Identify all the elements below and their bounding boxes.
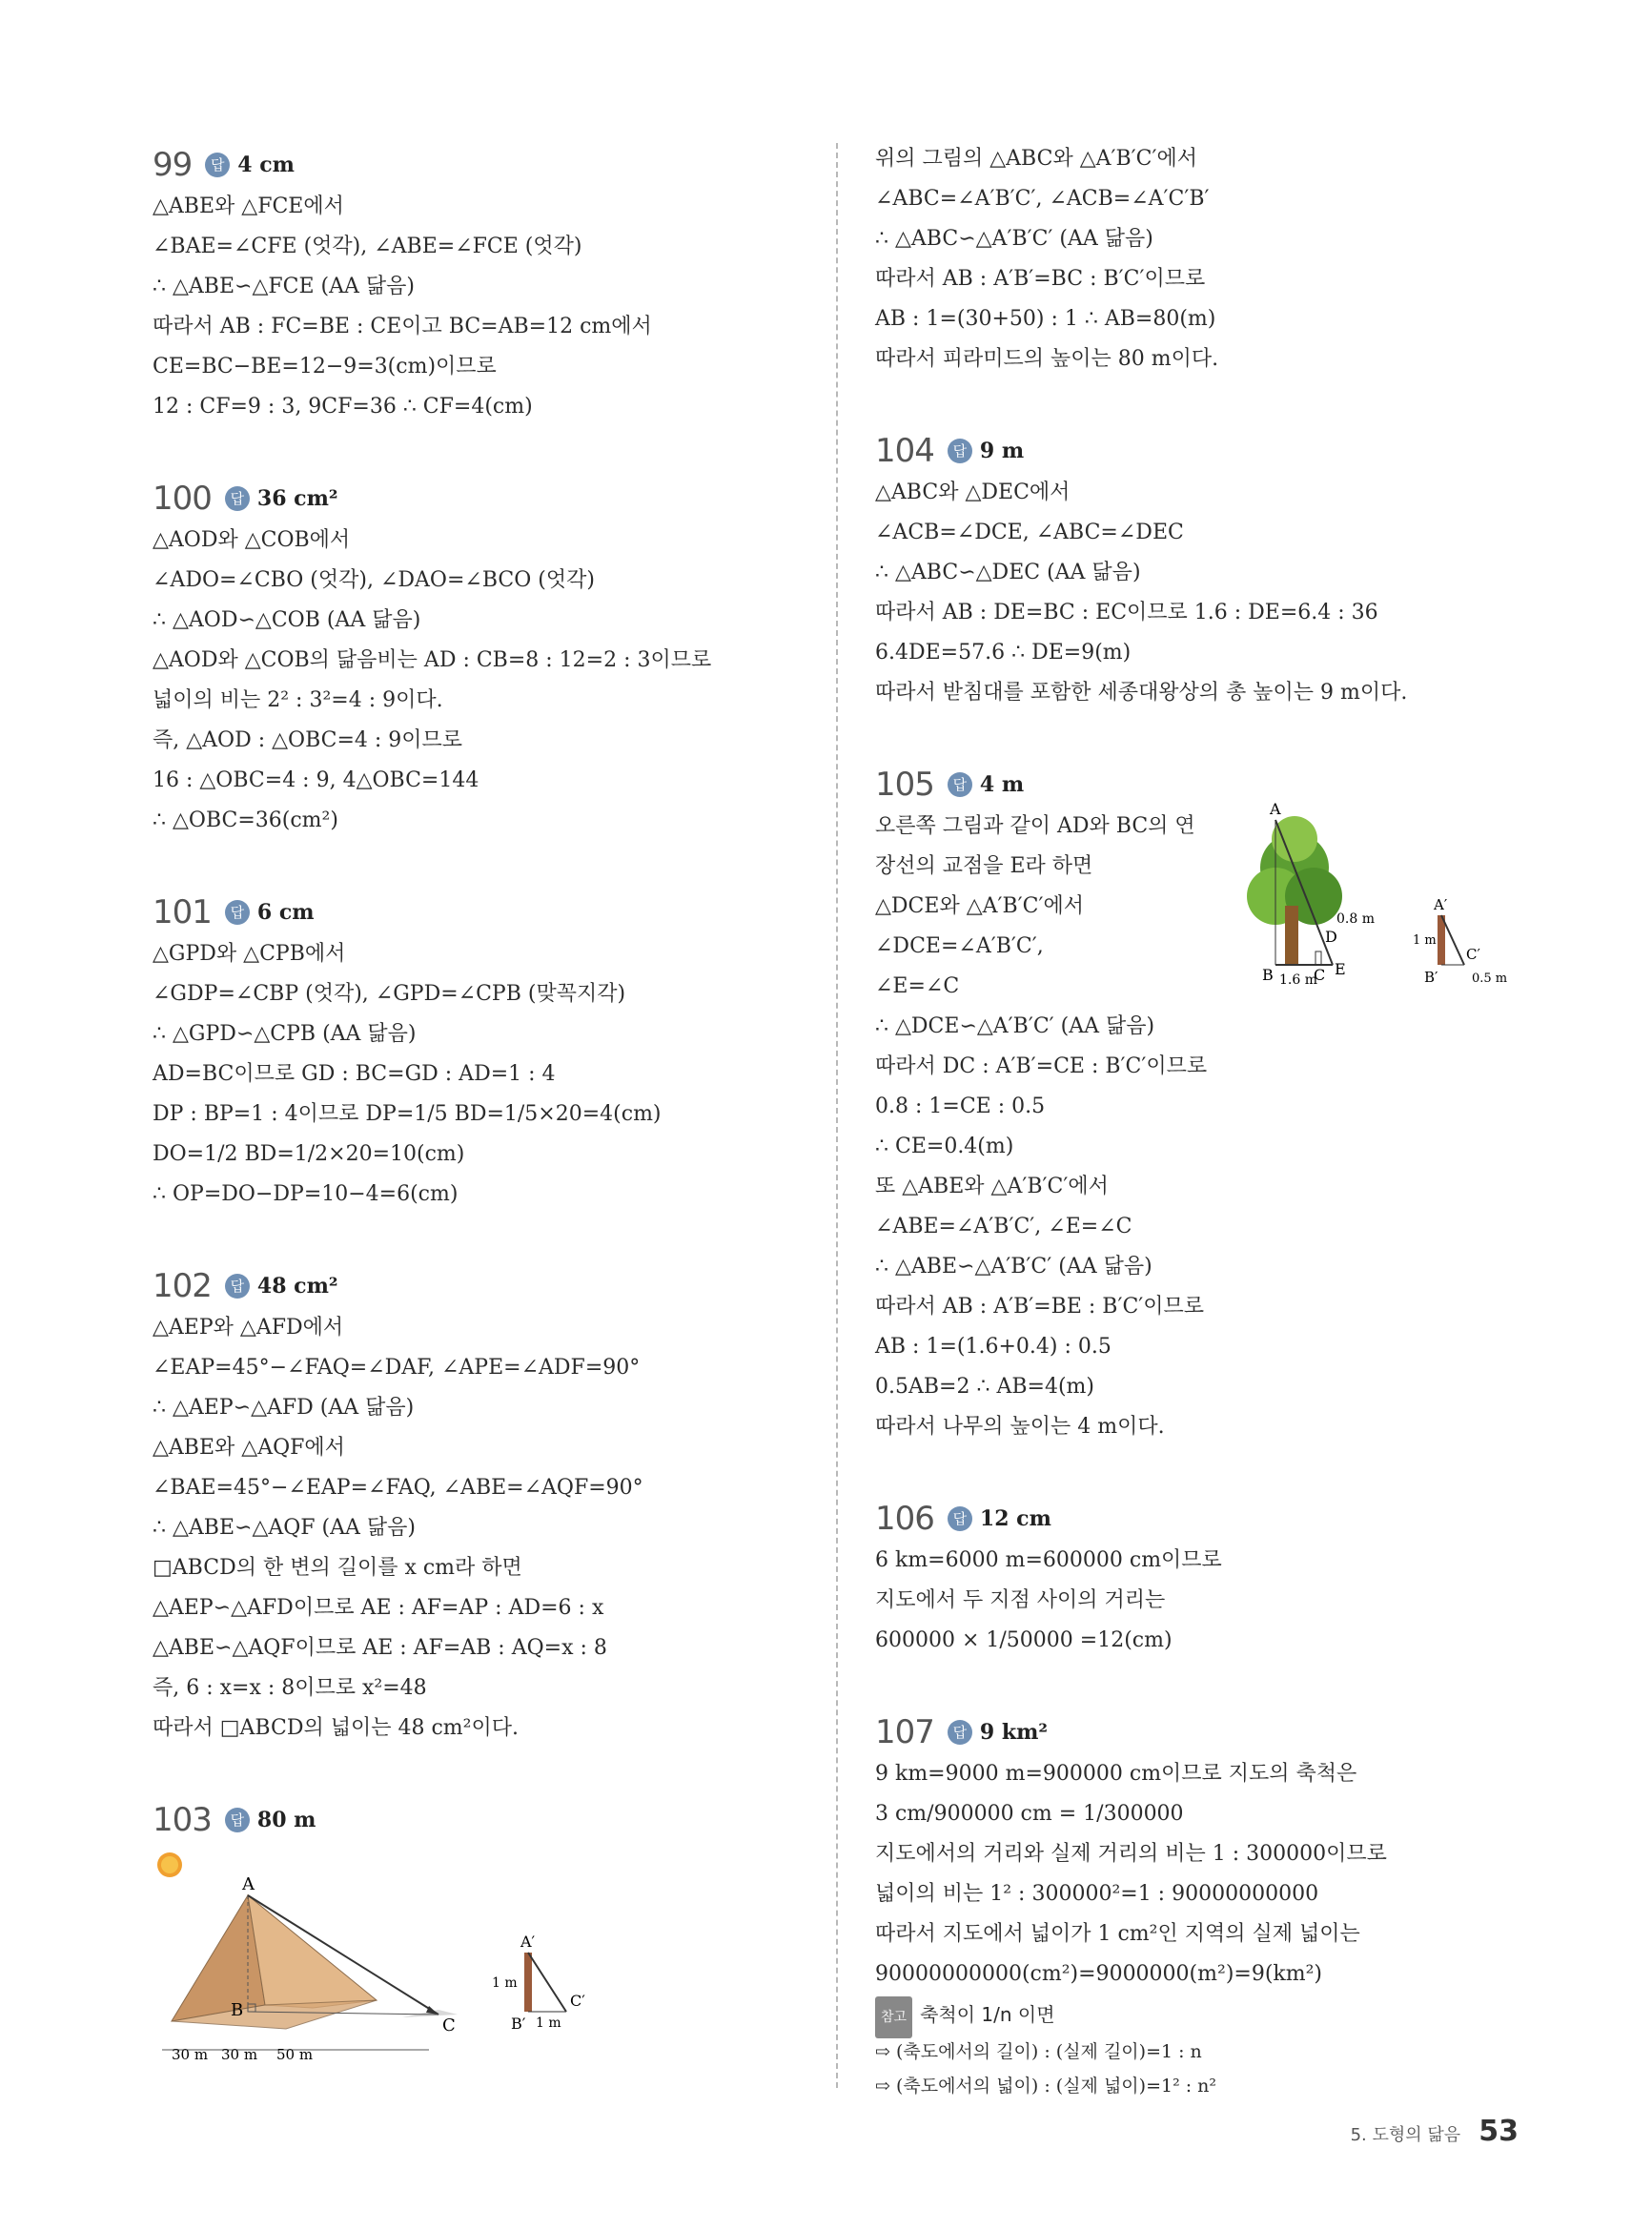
solution-line: AB : 1=(1.6+0.4) : 0.5 xyxy=(875,1335,1112,1359)
solution-line: △AOD와 △COB의 닮음비는 AD : CB=8 : 12=2 : 3이므로 xyxy=(153,648,712,672)
solution-line: ∠GDP=∠CBP (엇각), ∠GPD=∠CPB (맞꼭지각) xyxy=(153,982,626,1006)
solution-line: 위의 그림의 △ABC와 △A′B′C′에서 xyxy=(875,147,1198,171)
problem-number: 105 xyxy=(875,766,934,804)
solution-line: ∴ △AEP∽△AFD (AA 닮음) xyxy=(153,1396,415,1420)
problem-100 xyxy=(153,477,820,841)
label-a-prime: A′ xyxy=(1434,896,1448,913)
solution-line: 장선의 교점을 E라 하면 xyxy=(875,854,1093,878)
solution-line: ∠E=∠C xyxy=(875,974,960,998)
answer-badge: 답 xyxy=(205,153,230,177)
solution-line: 0.8 : 1=CE : 0.5 xyxy=(875,1095,1046,1118)
solution-line: 따라서 AB : FC=BE : CE이고 BC=AB=12 cm에서 xyxy=(153,315,652,338)
label-e: E xyxy=(1335,960,1346,978)
solution-line: △ABE와 △AQF에서 xyxy=(153,1436,345,1460)
solution-line: 즉, 6 : x=x : 8이므로 x²=48 xyxy=(153,1676,427,1700)
problem-103-continued xyxy=(875,139,1542,379)
problem-number: 106 xyxy=(875,1500,934,1538)
label-c: C xyxy=(1314,966,1326,984)
answer: 80 m xyxy=(256,1808,316,1832)
column-divider xyxy=(836,143,838,2088)
solution-line: 따라서 나무의 높이는 4 m이다. xyxy=(875,1415,1165,1439)
problem-102 xyxy=(153,1264,820,1749)
solution-line: ∠ABC=∠A′B′C′, ∠ACB=∠A′C′B′ xyxy=(875,187,1210,211)
problem-99 xyxy=(153,143,820,427)
problem-number: 100 xyxy=(153,480,212,518)
problem-107 xyxy=(875,1710,1542,2103)
solution-line: ∴ CE=0.4(m) xyxy=(875,1135,1014,1158)
solution-line: 3 cm/900000 cm = 1/300000 xyxy=(875,1802,1184,1826)
solution-line: △AEP와 △AFD에서 xyxy=(153,1316,344,1340)
problem-104 xyxy=(875,429,1542,713)
solution-line: 지도에서의 거리와 실제 거리의 비는 1 : 300000이므로 xyxy=(875,1842,1387,1866)
label-c-prime: C′ xyxy=(570,1992,585,2010)
label-c-prime: C′ xyxy=(1466,946,1480,963)
section-title: 5. 도형의 닮음 xyxy=(1350,2125,1461,2145)
solution-line: AD=BC이므로 GD : BC=GD : AD=1 : 4 xyxy=(153,1062,556,1086)
problem-101 xyxy=(153,890,820,1215)
len-1m-height: 1 m xyxy=(492,1975,518,1991)
len-0-5m: 0.5 m xyxy=(1472,972,1508,986)
solution-line: 따라서 AB : A′B′=BE : B′C′이므로 xyxy=(875,1295,1205,1319)
right-column xyxy=(875,143,1542,2153)
solution-line: ∠ACB=∠DCE, ∠ABC=∠DEC xyxy=(875,521,1184,544)
solution-line: □ABCD의 한 변의 길이를 x cm라 하면 xyxy=(153,1556,522,1580)
answer: 9 m xyxy=(979,439,1025,463)
note-line xyxy=(875,1995,1542,2035)
solution-line: 따라서 □ABCD의 넓이는 48 cm²이다. xyxy=(153,1716,519,1740)
answer: 12 cm xyxy=(979,1506,1051,1531)
answer: 6 cm xyxy=(256,900,315,925)
page-number: 53 xyxy=(1479,2115,1519,2148)
tree-figure xyxy=(1237,801,1523,1011)
label-a: A xyxy=(242,1874,255,1894)
len-30m-a: 30 m xyxy=(172,2046,209,2063)
len-0-8m: 0.8 m xyxy=(1336,911,1375,927)
solution-line: ∴ △ABE∽△A′B′C′ (AA 닮음) xyxy=(875,1255,1152,1279)
solution-line: ∠ABE=∠A′B′C′, ∠E=∠C xyxy=(875,1215,1132,1238)
solution-line: △DCE와 △A′B′C′에서 xyxy=(875,894,1084,918)
solution-line: ∠DCE=∠A′B′C′, xyxy=(875,934,1044,958)
solution-line: △ABE∽△AQF이므로 AE : AF=AB : AQ=x : 8 xyxy=(153,1636,607,1660)
solution-line: 600000 × 1/50000 =12(cm) xyxy=(875,1628,1173,1652)
solution-line: ∠EAP=45°−∠FAQ=∠DAF, ∠APE=∠ADF=90° xyxy=(153,1356,641,1380)
problem-number: 103 xyxy=(153,1801,212,1839)
len-1-6m: 1.6 m xyxy=(1279,972,1317,988)
solution-line: 16 : △OBC=4 : 9, 4△OBC=144 xyxy=(153,768,479,792)
solution-line: ∠BAE=∠CFE (엇각), ∠ABE=∠FCE (엇각) xyxy=(153,235,582,258)
answer-badge: 답 xyxy=(948,772,972,797)
solution-line: ∠ADO=∠CBO (엇각), ∠DAO=∠BCO (엇각) xyxy=(153,568,595,592)
answer: 9 km² xyxy=(979,1720,1049,1745)
solution-line: ∴ △OBC=36(cm²) xyxy=(153,808,338,832)
solution-line: △AOD와 △COB에서 xyxy=(153,528,351,552)
label-b-prime: B′ xyxy=(1424,969,1438,986)
solution-line: 넓이의 비는 2² : 3²=4 : 9이다. xyxy=(153,688,443,712)
solution-line: ∴ OP=DO−DP=10−4=6(cm) xyxy=(153,1182,459,1206)
label-a: A xyxy=(1270,801,1281,818)
problem-106 xyxy=(875,1497,1542,1661)
solution-line: AB : 1=(30+50) : 1 ∴ AB=80(m) xyxy=(875,307,1216,331)
label-b: B xyxy=(231,2000,244,2020)
solution-line: 지도에서 두 지점 사이의 거리는 xyxy=(875,1588,1166,1612)
solution-line: 또 △ABE와 △A′B′C′에서 xyxy=(875,1175,1109,1198)
solution-line: ∴ △ABE∽△FCE (AA 닮음) xyxy=(153,275,415,298)
solution-line: 6.4DE=57.6 ∴ DE=9(m) xyxy=(875,641,1132,665)
len-1m-width: 1 m xyxy=(536,2015,561,2031)
answer-badge: 답 xyxy=(225,1274,250,1299)
len-30m-b: 30 m xyxy=(221,2046,258,2063)
solution-line: △ABC와 △DEC에서 xyxy=(875,481,1071,504)
answer-badge: 답 xyxy=(948,439,972,463)
solution-line: ∴ △ABE∽△AQF (AA 닮음) xyxy=(153,1516,416,1540)
solution-line: ∴ △ABC∽△DEC (AA 닮음) xyxy=(875,561,1141,584)
pyramid-figure xyxy=(153,1848,686,2067)
solution-line: DO=1/2 BD=1/2×20=10(cm) xyxy=(153,1142,465,1166)
note-line: ⇨ (축도에서의 길이) : (실제 길이)=1 : n xyxy=(875,2041,1202,2062)
problem-number: 99 xyxy=(153,146,193,184)
label-b: B xyxy=(1262,966,1274,984)
solution-line: ∴ △DCE∽△A′B′C′ (AA 닮음) xyxy=(875,1014,1155,1038)
solution-line: ∴ △AOD∽△COB (AA 닮음) xyxy=(153,608,421,632)
left-column xyxy=(153,143,820,2117)
answer-badge: 답 xyxy=(225,1808,250,1832)
label-c: C xyxy=(442,2015,456,2036)
solution-line: 6 km=6000 m=600000 cm이므로 xyxy=(875,1548,1222,1572)
answer: 48 cm² xyxy=(256,1274,338,1299)
problem-number: 107 xyxy=(875,1713,934,1751)
problem-number: 102 xyxy=(153,1267,212,1305)
answer-badge: 답 xyxy=(225,900,250,925)
solution-line: 따라서 지도에서 넓이가 1 cm²인 지역의 실제 넓이는 xyxy=(875,1922,1360,1946)
solution-line: 따라서 AB : A′B′=BC : B′C′이므로 xyxy=(875,267,1206,291)
solution-line: 즉, △AOD : △OBC=4 : 9이므로 xyxy=(153,728,463,752)
solution-line: 따라서 받침대를 포함한 세종대왕상의 총 높이는 9 m이다. xyxy=(875,681,1408,705)
solution-line: ∠BAE=45°−∠EAP=∠FAQ, ∠ABE=∠AQF=90° xyxy=(153,1476,643,1500)
note-line: ⇨ (축도에서의 넓이) : (실제 넓이)=1² : n² xyxy=(875,2076,1217,2097)
len-1m: 1 m xyxy=(1413,933,1437,948)
solution-line: 넓이의 비는 1² : 300000²=1 : 90000000000 xyxy=(875,1882,1319,1906)
solution-line: ∴ △ABC∽△A′B′C′ (AA 닮음) xyxy=(875,227,1153,251)
problem-number: 101 xyxy=(153,893,212,931)
solution-line: 따라서 DC : A′B′=CE : B′C′이므로 xyxy=(875,1054,1208,1078)
answer: 36 cm² xyxy=(256,486,338,511)
solution-line: 90000000000(cm²)=9000000(m²)=9(km²) xyxy=(875,1962,1323,1986)
solution-line: △ABE와 △FCE에서 xyxy=(153,194,344,218)
answer: 4 cm xyxy=(237,153,295,177)
solution-line: 0.5AB=2 ∴ AB=4(m) xyxy=(875,1375,1094,1399)
note-text: 축척이 1/n 이면 xyxy=(920,2003,1055,2026)
problem-105 xyxy=(875,763,1542,1447)
label-d: D xyxy=(1325,928,1337,946)
problem-103 xyxy=(153,1798,820,2067)
solution-line: 9 km=9000 m=900000 cm이므로 지도의 축척은 xyxy=(875,1762,1357,1786)
label-b-prime: B′ xyxy=(511,2015,526,2033)
solution-line: 따라서 AB : DE=BC : EC이므로 1.6 : DE=6.4 : 36 xyxy=(875,601,1378,624)
problem-number: 104 xyxy=(875,432,934,470)
solution-line: 오른쪽 그림과 같이 AD와 BC의 연 xyxy=(875,814,1195,838)
solution-line: 따라서 피라미드의 높이는 80 m이다. xyxy=(875,347,1219,371)
solution-line: DP : BP=1 : 4이므로 DP=1/5 BD=1/5×20=4(cm) xyxy=(153,1102,662,1126)
len-50m: 50 m xyxy=(276,2046,314,2063)
answer-badge: 답 xyxy=(225,486,250,511)
answer-badge: 답 xyxy=(948,1720,972,1745)
solution-line: △GPD와 △CPB에서 xyxy=(153,942,346,966)
solution-line: ∴ △GPD∽△CPB (AA 닮음) xyxy=(153,1022,417,1046)
answer: 4 m xyxy=(979,772,1025,797)
page-footer xyxy=(1351,2115,1519,2148)
solution-line: △AEP∽△AFD이므로 AE : AF=AP : AD=6 : x xyxy=(153,1596,604,1620)
label-a-prime: A′ xyxy=(520,1933,536,1951)
note-tag: 참고 xyxy=(875,1996,912,2038)
solution-line: CE=BC−BE=12−9=3(cm)이므로 xyxy=(153,355,497,378)
answer-badge: 답 xyxy=(948,1506,972,1531)
solution-line: 12 : CF=9 : 3, 9CF=36 ∴ CF=4(cm) xyxy=(153,395,533,419)
